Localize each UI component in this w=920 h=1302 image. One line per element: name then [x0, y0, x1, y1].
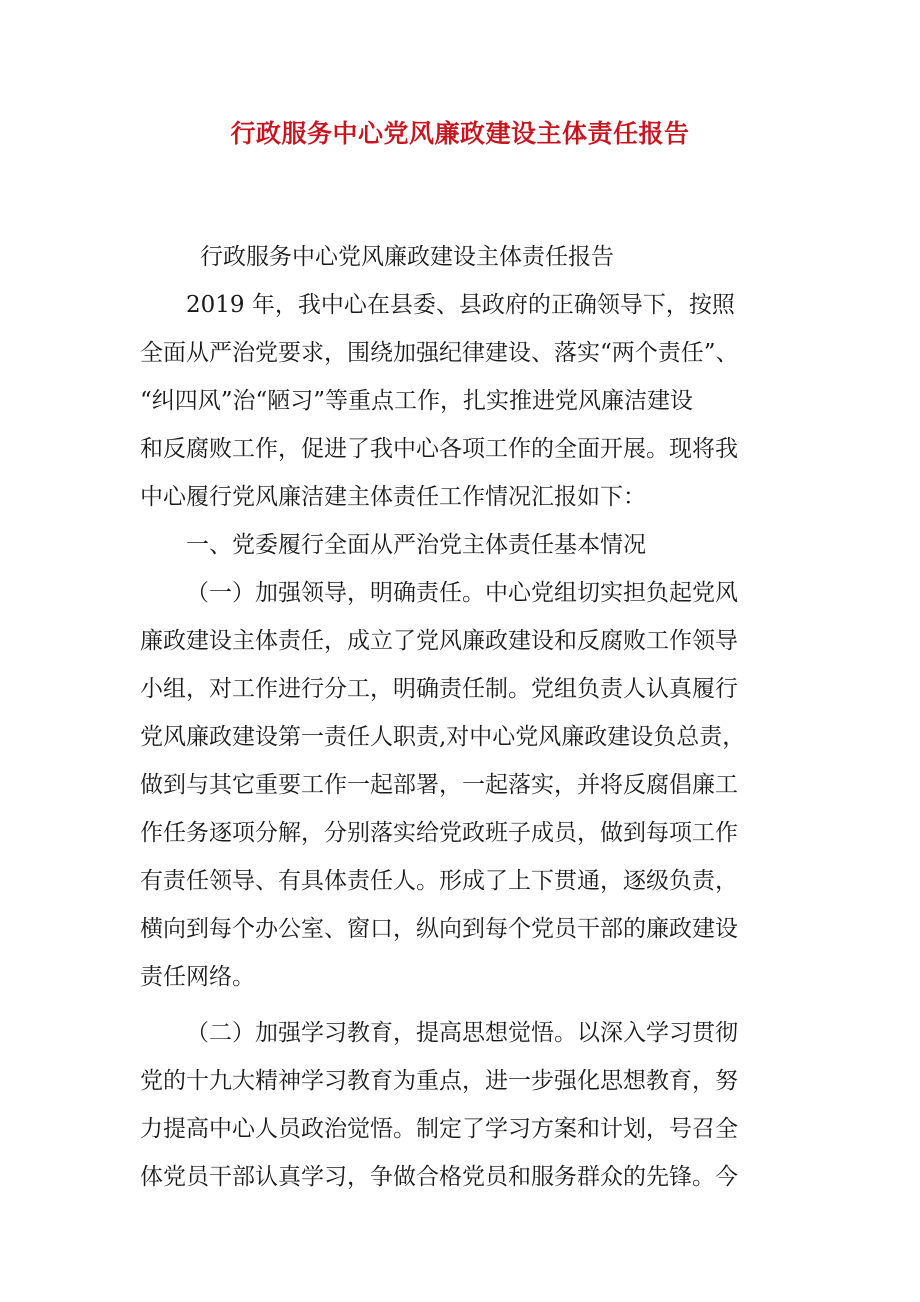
body-line: 责任网络。 [140, 964, 255, 990]
body-line: 体党员干部认真学习，争做合格党员和服务群众的先锋。今 [140, 1164, 738, 1190]
body-line: 中心履行党风廉洁建主体责任工作情况汇报如下： [140, 484, 646, 510]
body-line: 有责任领导、有具体责任人。形成了上下贯通，逐级负责， [140, 868, 738, 894]
body-line: 力提高中心人员政治觉悟。制定了学习方案和计划，号召全 [140, 1116, 738, 1142]
body-line: “纠四风”治“陋习”等重点工作，扎实推进党风廉洁建设 [140, 388, 694, 414]
body-line: 党的十九大精神学习教育为重点，进一步强化思想教育，努 [140, 1068, 738, 1094]
document-title: 行政服务中心党风廉政建设主体责任报告 [230, 119, 690, 148]
section-heading: 一、党委履行全面从严治党主体责任基本情况 [186, 532, 646, 558]
document-body [140, 233, 800, 1201]
body-line: 和反腐败工作，促进了我中心各项工作的全面开展。现将我 [140, 436, 738, 462]
body-line: 小组，对工作进行分工，明确责任制。党组负责人认真履行 [140, 676, 738, 702]
body-line: （二）加强学习教育，提高思想觉悟。以深入学习贯彻 [186, 1020, 738, 1046]
body-line: （一）加强领导，明确责任。中心党组切实担负起党风 [186, 580, 738, 606]
body-line: 横向到每个办公室、窗口，纵向到每个党员干部的廉政建设 [140, 916, 738, 942]
body-line: 作任务逐项分解，分别落实给党政班子成员，做到每项工作 [140, 820, 738, 846]
body-line: 全面从严治党要求，围绕加强纪律建设、落实“两个责任”、 [140, 340, 739, 366]
body-line: 做到与其它重要工作一起部署，一起落实，并将反腐倡廉工 [140, 772, 738, 798]
body-line: 行政服务中心党风廉政建设主体责任报告 [200, 244, 614, 270]
body-line: 2019 年，我中心在县委、县政府的正确领导下，按照 [186, 292, 735, 318]
body-line: 党风廉政建设第一责任人职责,对中心党风廉政建设负总责， [140, 724, 746, 750]
body-line: 廉政建设主体责任，成立了党风廉政建设和反腐败工作领导 [140, 628, 738, 654]
